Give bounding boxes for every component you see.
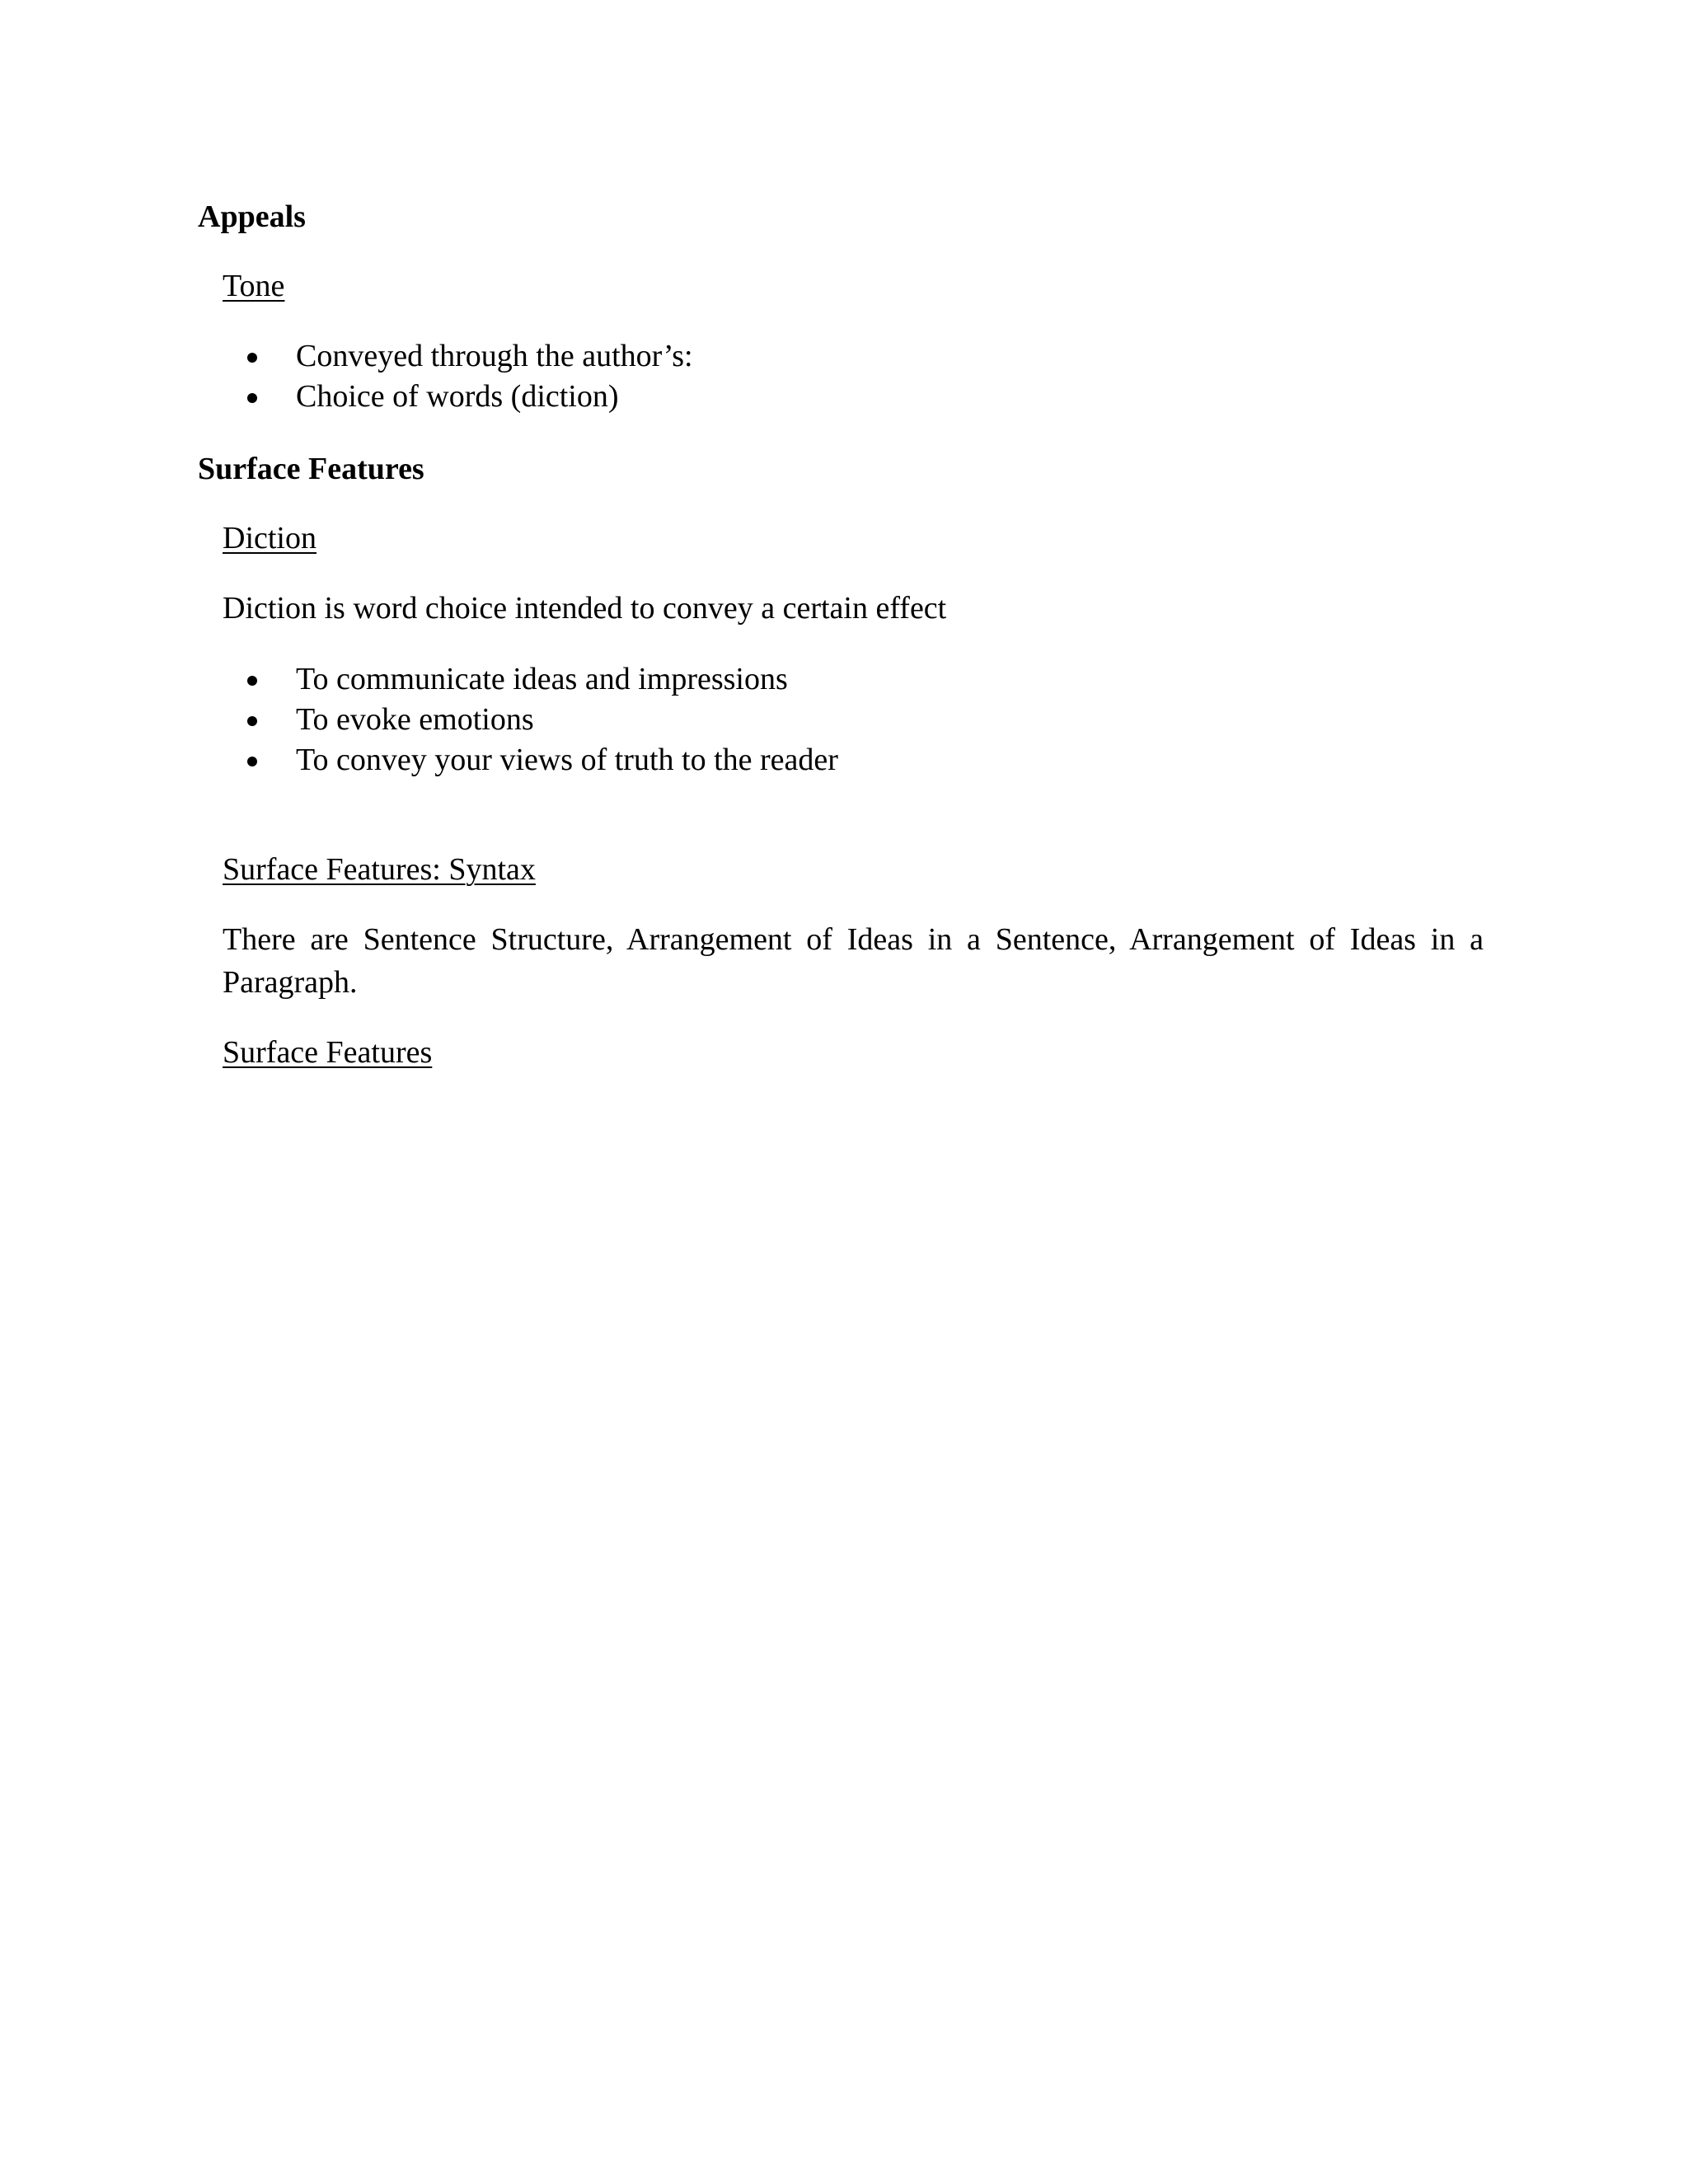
subheading-tone: Tone [223, 269, 285, 303]
list-item [198, 377, 1484, 417]
bullet-icon [247, 353, 257, 363]
heading-appeals: Appeals [198, 199, 306, 234]
bullet-icon [247, 676, 257, 686]
bullet-icon [247, 716, 257, 726]
document-body [198, 196, 1484, 1073]
subheading-diction: Diction [223, 521, 316, 555]
tone-bullet-list [198, 336, 1484, 417]
subheading-surface-features-final: Surface Features [223, 1035, 433, 1070]
list-item-text: Choice of words (diction) [296, 379, 619, 414]
bullet-icon [247, 757, 257, 766]
list-item-text: Conveyed through the author’s: [296, 339, 693, 373]
list-item [198, 336, 1484, 377]
bullet-icon [247, 393, 257, 403]
list-item-text: To evoke emotions [296, 702, 534, 737]
syntax-paragraph: There are Sentence Structure, Arrangement of Ideas in a Sentence, Arrangement of Ideas in a Paragraph. [223, 922, 1484, 1000]
diction-paragraph: Diction is word choice intended to convey a certain effect [223, 591, 947, 626]
list-item [198, 659, 1484, 700]
heading-surface-features: Surface Features [198, 452, 424, 486]
list-item [198, 740, 1484, 780]
list-item [198, 700, 1484, 740]
list-item-text: To convey your views of truth to the reader [296, 743, 838, 777]
subheading-syntax: Surface Features: Syntax [223, 852, 536, 887]
list-item-text: To communicate ideas and impressions [296, 662, 788, 696]
diction-bullet-list [198, 659, 1484, 780]
